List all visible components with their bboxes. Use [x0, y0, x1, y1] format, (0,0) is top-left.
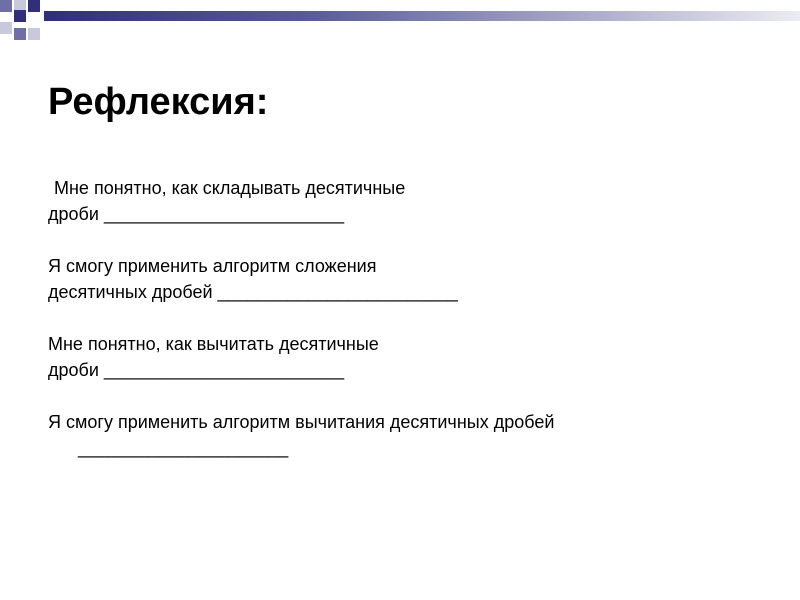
decor-square: [28, 0, 40, 12]
reflection-text: Мне понятно, как вычитать десятичные: [48, 334, 379, 354]
header-gradient-bar: [44, 11, 800, 21]
decor-square: [0, 0, 12, 12]
reflection-answer-line: десятичных дробей ________________________: [48, 282, 458, 302]
reflection-answer-line: _____________________: [78, 438, 289, 458]
reflection-answer-line: дроби ________________________: [48, 360, 345, 380]
reflection-text: Я смогу применить алгоритм сложения: [48, 256, 377, 276]
reflection-answer-line: дроби ________________________: [48, 204, 345, 224]
reflection-text: Я смогу применить алгоритм вычитания десятичных дробей: [48, 412, 555, 432]
decor-square: [14, 28, 26, 40]
reflection-item: [48, 409, 768, 461]
decor-square: [28, 28, 40, 40]
reflection-item: [48, 331, 768, 383]
decor-square: [14, 10, 26, 22]
decor-square: [0, 22, 12, 34]
slide-title: Рефлексия:: [48, 81, 269, 123]
reflection-item: [48, 175, 768, 227]
reflection-list: [48, 175, 768, 487]
reflection-text: Мне понятно, как складывать десятичные: [54, 178, 406, 198]
reflection-item: [48, 253, 768, 305]
